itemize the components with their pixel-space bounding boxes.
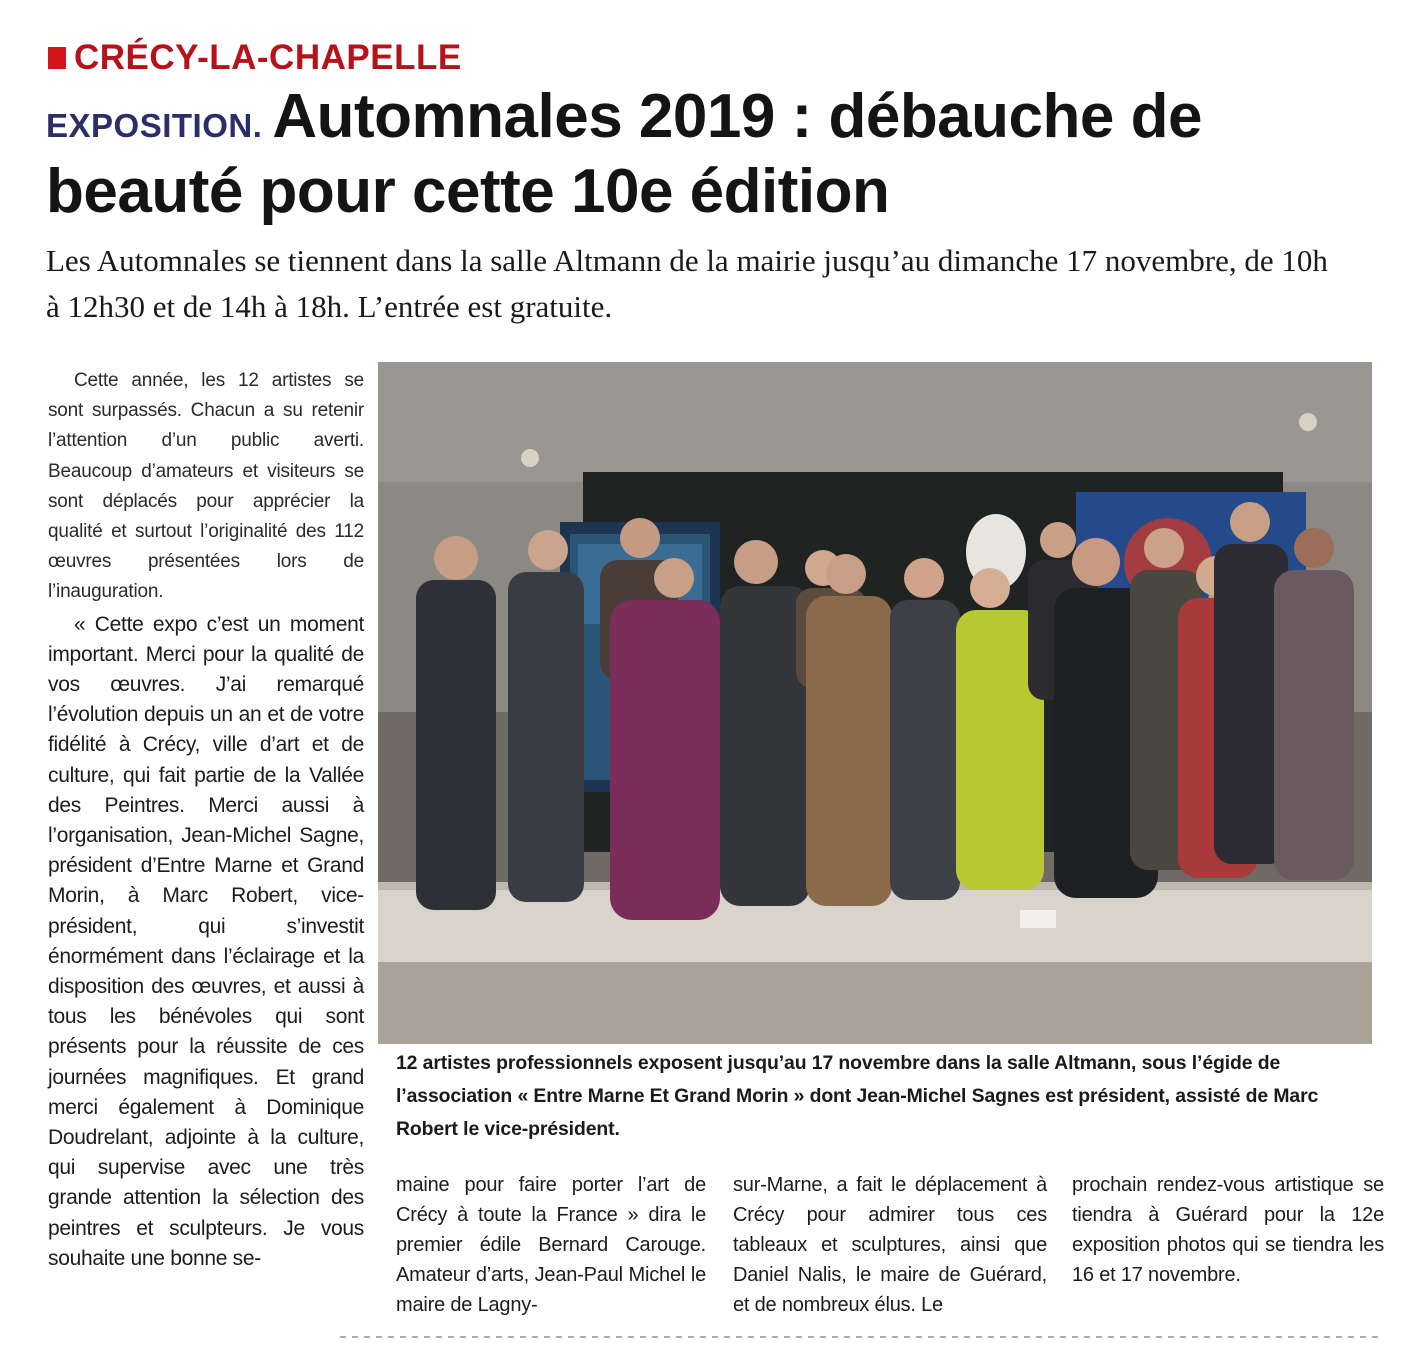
article-column-1 (48, 366, 364, 1274)
red-square-marker (48, 47, 66, 69)
bottom-rule (340, 1336, 1380, 1338)
section-kicker (48, 38, 462, 78)
event-photo (378, 362, 1372, 1044)
headline-tag: EXPOSITION. (46, 107, 263, 144)
group-photo-illustration (378, 362, 1372, 1044)
article-column-2 (396, 1170, 706, 1320)
body-paragraph-2: « Cette expo c’est un moment important. Merci pour la qualité de vos œuvres. J’ai remarqué l’évolution depuis un an et de votre fidélité à Crécy, ville d’art et de culture, qui fait partie de la Vallée des Peintres. Merci aussi à l’organisation, Jean-Michel Sagne, président d’Entre Marne et Grand Morin, à Marc Robert, vice-président, qui s’investit énormément dans l’éclairage et la disposition des œuvres, et aussi à tous les bénévoles qui sont présents pour la réussite de ces journées magnifiques. Et grand merci également à Dominique Doudrelant, adjointe à la culture, qui supervise avec une très grande attention la sélection des peintres et sculpteurs. Je vous souhaite une bonne se- (48, 612, 364, 1270)
article-column-4 (1072, 1170, 1384, 1290)
article-column-3 (733, 1170, 1047, 1320)
headline (46, 84, 1376, 234)
lead-paragraph: Les Automnales se tiennent dans la salle Altmann de la mairie jusqu’au dimanche 17 novembre, de 10h à 12h30 et de 14h à 18h. L’entrée est gratuite. (46, 243, 1328, 324)
body-column-3-text: sur-Marne, a fait le déplacement à Crécy pour admirer tous ces tableaux et sculptures, ainsi que Daniel Nalis, le maire de Guérard, et de nombreux élus. Le (733, 1174, 1047, 1316)
photo-caption: 12 artistes professionnels exposent jusqu’au 17 novembre dans la salle Altmann, sous l’égide de l’association « Entre Marne Et Grand Morin » dont Jean-Michel Sagnes est président, assisté de Marc Robert le vice-président. (396, 1052, 1319, 1140)
headline-title: Automnales 2019 : débauche de beauté pour cette 10e édition (46, 82, 1202, 226)
body-column-4-text: prochain rendez-vous artistique se tiendra à Guérard pour la 12e exposition photos qui se tiendra les 16 et 17 novembre. (1072, 1174, 1384, 1286)
body-paragraph-1: Cette année, les 12 artistes se sont surpassés. Chacun a su retenir l’attention d’un public averti. Beaucoup d’amateurs et visiteurs se sont déplacés pour apprécier la qualité et surtout l’originalité des 112 œuvres présentées lors de l’inauguration. (48, 370, 364, 603)
kicker-text: CRÉCY-LA-CHAPELLE (74, 38, 462, 77)
body-column-2-text: maine pour faire porter l’art de Crécy à toute la France » dira le premier édile Bernard Carouge. Amateur d’arts, Jean-Paul Michel le maire de Lagny- (396, 1174, 706, 1316)
